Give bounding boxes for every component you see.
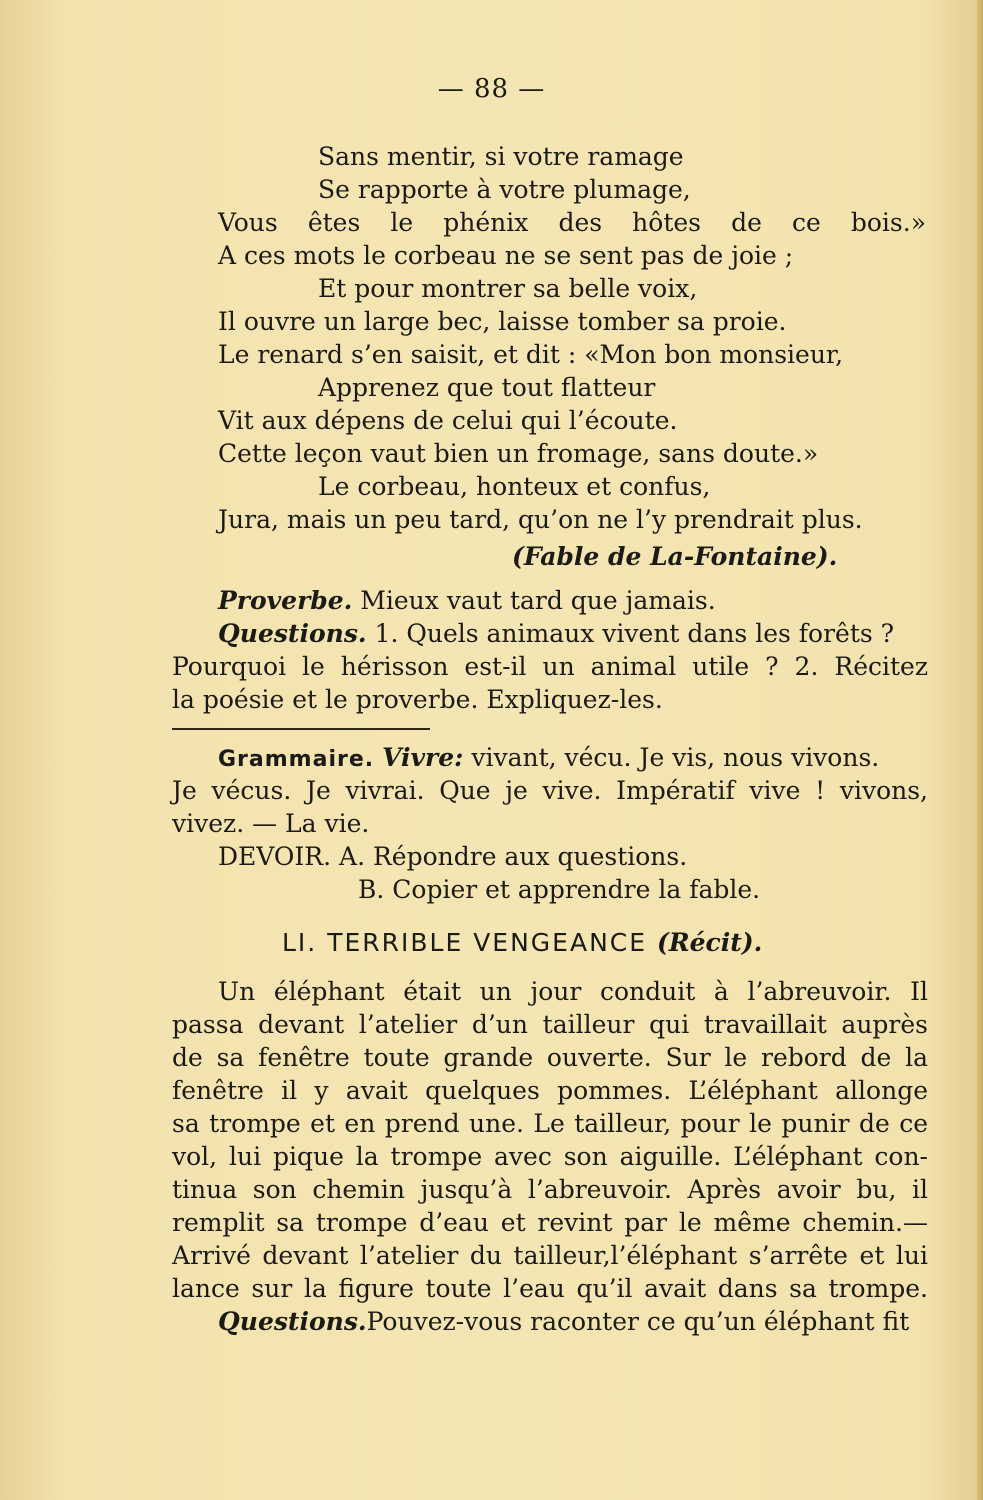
body-line: Arrivé devant l’atelier du tailleur,l’éléphant s’arrête et lui: [172, 1241, 928, 1270]
proverbe-label: Proverbe.: [218, 586, 353, 615]
grammaire-line-1: [218, 741, 879, 776]
body-line: fenêtre il y avait quelques pommes. L’éléphant allonge: [172, 1076, 928, 1105]
body-line: de sa fenêtre toute grande ouverte. Sur le rebord de la: [172, 1043, 928, 1072]
poem-line: Sans mentir, si votre ramage: [318, 142, 684, 171]
poem-line: Le corbeau, honteux et confus,: [318, 472, 711, 501]
poem-line: A ces mots le corbeau ne se sent pas de joie ;: [218, 241, 794, 270]
poem-line: Apprenez que tout flatteur: [318, 373, 656, 402]
devoir-line-a: [218, 840, 687, 873]
poem-line: Se rapporte à votre plumage,: [318, 175, 691, 204]
poem-line: Le renard s’en saisit, et dit : «Mon bon monsieur,: [218, 340, 844, 369]
questions-line-3: la poésie et le proverbe. Expliquez-les.: [172, 685, 663, 714]
page-number: — 88 —: [437, 74, 546, 104]
body-line: Un éléphant était un jour conduit à l’abreuvoir. Il: [218, 977, 928, 1006]
body-line: passa devant l’atelier d’un tailleur qui travaillait auprès: [172, 1010, 928, 1039]
body-line: tinua son chemin jusqu’à l’abreuvoir. Après avoir bu, il: [172, 1175, 928, 1204]
page-edge: [977, 0, 983, 1500]
fable-attribution: (Fable de La-Fontaine).: [512, 542, 838, 571]
body-line: sa trompe et en prend une. Le tailleur, pour le punir de ce: [172, 1109, 928, 1138]
devoir-a: A. Répondre aux questions.: [339, 842, 688, 871]
grammaire-label: Grammaire.: [218, 747, 375, 772]
devoir-b: B. Copier et apprendre la fable.: [358, 875, 761, 904]
questions-text: 1. Quels animaux vivent dans les forêts ?: [374, 619, 895, 648]
poem-line: Cette leçon vaut bien un fromage, sans doute.»: [218, 439, 819, 468]
grammaire-text: vivant, vécu. Je vis, nous vivons.: [471, 743, 880, 772]
poem-line: Et pour montrer sa belle voix,: [318, 274, 698, 303]
questions-line-1: [218, 617, 894, 650]
questions-2-label: Questions.: [218, 1307, 367, 1336]
chapter-subtitle: (Récit).: [656, 928, 763, 957]
grammaire-line-2: Je vécus. Je vivrai. Que je vive. Impératif vive ! vivons,: [172, 776, 928, 805]
poem-line: Vit aux dépens de celui qui l’écoute.: [218, 406, 678, 435]
questions-line-2: Pourquoi le hérisson est-il un animal utile ? 2. Récitez: [172, 652, 928, 681]
devoir-label: DEVOIR.: [218, 842, 332, 871]
questions-2-text: Pouvez-vous raconter ce qu’un éléphant fit: [366, 1307, 910, 1336]
body-line: lance sur la figure toute l’eau qu’il avait dans sa trompe.: [172, 1274, 928, 1303]
questions-2: [218, 1305, 909, 1338]
section-divider: [172, 728, 430, 730]
proverbe: [218, 584, 716, 617]
grammaire-verb: Vivre:: [382, 743, 464, 772]
body-line: remplit sa trompe d’eau et revint par le même chemin.—: [172, 1208, 928, 1237]
chapter-title: LI. TERRIBLE VENGEANCE: [282, 928, 648, 957]
poem-line: Il ouvre un large bec, laisse tomber sa proie.: [218, 307, 787, 336]
body-line: vol, lui pique la trompe avec son aiguille. L’éléphant con-: [172, 1142, 928, 1171]
chapter-heading: [282, 928, 762, 957]
poem-line: Vous êtes le phénix des hôtes de ce bois.»: [218, 208, 926, 237]
grammaire-line-3: vivez. — La vie.: [172, 809, 370, 838]
questions-label: Questions.: [218, 619, 367, 648]
poem-line: Jura, mais un peu tard, qu’on ne l’y prendrait plus.: [218, 505, 863, 534]
proverbe-text: Mieux vaut tard que jamais.: [360, 586, 716, 615]
